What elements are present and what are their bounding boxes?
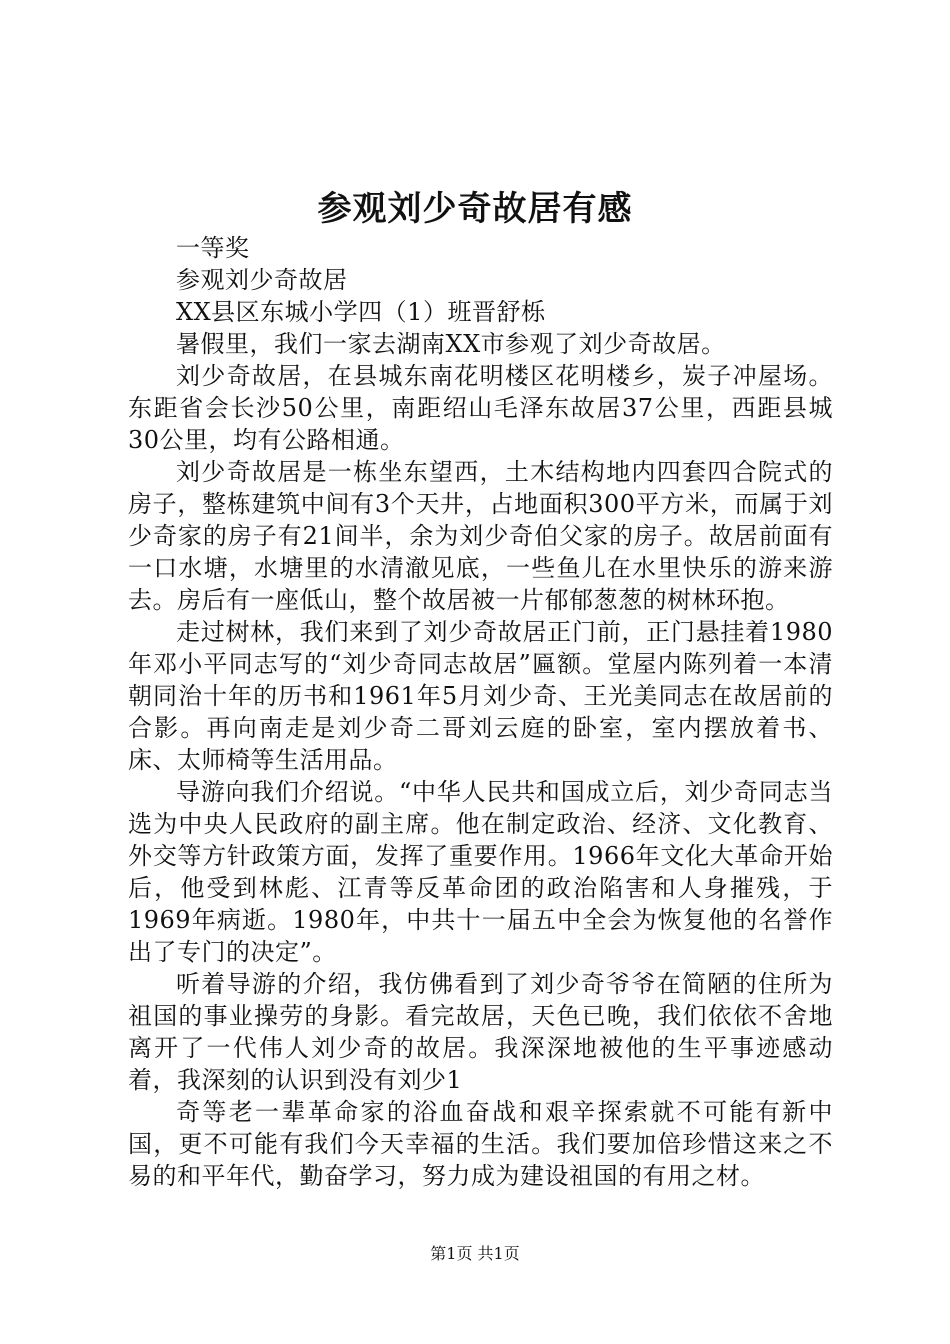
- page-footer: 第1页 共1页: [430, 1244, 520, 1263]
- paragraph-house: 刘少奇故居是一栋坐东望西，土木结构地内四套四合院式的房子，整栋建筑中间有3个天井，占地面积300平方米，而属于刘少奇家的房子有21间半，余为刘少奇伯父家的房子。故居前面有一口水塘，水塘里的水清澈见底，一些鱼儿在水里快乐的游来游去。房后有一座低山，整个故居被一片郁郁葱葱的树林环抱。: [128, 458, 833, 614]
- paragraph-intro: 暑假里，我们一家去湖南XX市参观了刘少奇故居。: [176, 330, 726, 358]
- paragraph-location: 刘少奇故居，在县城东南花明楼区花明楼乡，炭子冲屋场。东距省会长沙50公里，南距绍山毛泽东故居37公里，西距县城30公里，均有公路相通。: [128, 362, 833, 454]
- document-body: [128, 232, 833, 1192]
- paragraph-entrance: 走过树林，我们来到了刘少奇故居正门前，正门悬挂着1980年邓小平同志写的“刘少奇同志故居”匾额。堂屋内陈列着一本清朝同治十年的历书和1961年5月刘少奇、王光美同志在故居前的合影。再向南走是刘少奇二哥刘云庭的卧室，室内摆放着书、床、太师椅等生活用品。: [128, 618, 833, 774]
- author-line: XX县区东城小学四（1）班晋舒栎: [176, 298, 546, 326]
- document-title: 参观刘少奇故居有感: [317, 189, 633, 229]
- award-line: 一等奖: [176, 234, 250, 262]
- paragraph-reflection: 听着导游的介绍，我仿佛看到了刘少奇爷爷在简陋的住所为祖国的事业操劳的身影。看完故居，天色已晚，我们依依不舍地离开了一代伟人刘少奇的故居。我深深地被他的生平事迹感动着，我深刻的认识到没有刘少1: [128, 970, 833, 1094]
- paragraph-conclusion: 奇等老一辈革命家的浴血奋战和艰辛探索就不可能有新中国，更不可能有我们今天幸福的生活。我们要加倍珍惜这来之不易的和平年代，勤奋学习，努力成为建设祖国的有用之材。: [128, 1098, 833, 1190]
- subtitle-line: 参观刘少奇故居: [176, 266, 348, 294]
- paragraph-guide: 导游向我们介绍说。“中华人民共和国成立后，刘少奇同志当选为中央人民政府的副主席。他在制定政治、经济、文化教育、外交等方针政策方面，发挥了重要作用。1966年文化大革命开始后，他受到林彪、江青等反革命团的政治陷害和人身摧残，于1969年病逝。1980年，中共十一届五中全会为恢复他的名誉作出了专门的决定”。: [128, 778, 833, 966]
